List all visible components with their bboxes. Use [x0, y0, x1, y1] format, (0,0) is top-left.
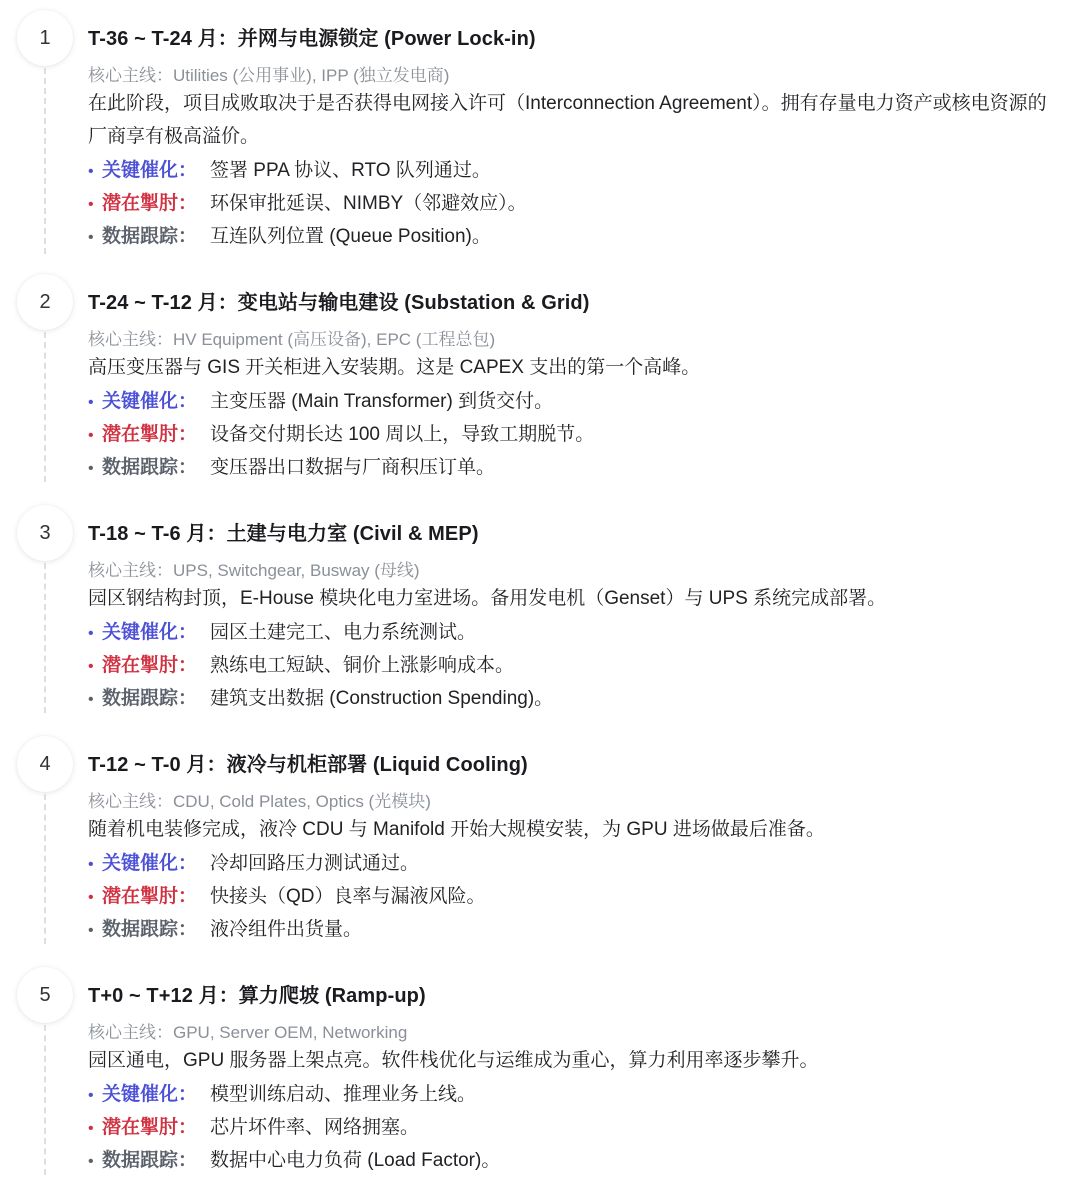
step-title: T+0 ~ T+12 月：算力爬坡 (Ramp-up): [88, 985, 426, 1007]
bullet-dot-icon: •: [88, 691, 94, 708]
step-description: 园区钢结构封顶，E-House 模块化电力室进场。备用发电机（Genset）与 UPS 系统完成部署。: [88, 588, 887, 609]
step-subtitle: [88, 787, 431, 812]
risk-text: 设备交付期长达 100 周以上，导致工期脱节。: [210, 424, 595, 445]
bullet-dot-icon: •: [88, 1153, 94, 1170]
subtitle-prefix: 核心主线：: [88, 66, 173, 85]
bullet-dot-icon: •: [88, 427, 94, 444]
tracking-bullet: [88, 451, 1063, 484]
catalyst-text: 园区土建完工、电力系统测试。: [210, 622, 477, 643]
tracking-label: 数据跟踪：: [102, 688, 198, 709]
tracking-text: 数据中心电力负荷 (Load Factor)。: [210, 1150, 501, 1171]
bullet-dot-icon: •: [88, 394, 94, 411]
timeline-connector: [44, 563, 46, 713]
catalyst-bullet: [88, 154, 1063, 187]
step-subtitle: [88, 61, 449, 86]
risk-bullet: [88, 418, 1063, 451]
bullet-dot-icon: •: [88, 625, 94, 642]
tracking-text: 变压器出口数据与厂商积压订单。: [210, 457, 496, 478]
bullet-dot-icon: •: [88, 229, 94, 246]
step-bullets: [88, 847, 1063, 946]
step-title: T-12 ~ T-0 月：液冷与机柜部署 (Liquid Cooling): [88, 754, 528, 776]
risk-bullet: [88, 880, 1063, 913]
bullet-dot-icon: •: [88, 196, 94, 213]
tracking-text: 建筑支出数据 (Construction Spending)。: [210, 688, 554, 709]
tracking-label: 数据跟踪：: [102, 919, 198, 940]
bullet-dot-icon: •: [88, 658, 94, 675]
tracking-bullet: [88, 682, 1063, 715]
subtitle-text: GPU, Server OEM, Networking: [173, 1023, 408, 1042]
step-subtitle: [88, 556, 420, 581]
risk-label: 潜在掣肘：: [102, 193, 198, 214]
risk-bullet: [88, 1111, 1063, 1144]
catalyst-label: 关键催化：: [102, 391, 198, 412]
tracking-bullet: [88, 913, 1063, 946]
timeline-connector: [44, 1025, 46, 1175]
catalyst-text: 模型训练启动、推理业务上线。: [210, 1084, 477, 1105]
step-title: T-24 ~ T-12 月：变电站与输电建设 (Substation & Grid): [88, 292, 590, 314]
step-number-badge: 4: [17, 736, 73, 792]
bullet-dot-icon: •: [88, 460, 94, 477]
tracking-text: 液冷组件出货量。: [210, 919, 363, 940]
catalyst-text: 主变压器 (Main Transformer) 到货交付。: [210, 391, 554, 412]
tracking-text: 互连队列位置 (Queue Position)。: [210, 226, 491, 247]
step-bullets: [88, 154, 1063, 253]
catalyst-label: 关键催化：: [102, 853, 198, 874]
tracking-bullet: [88, 1144, 1063, 1177]
risk-text: 快接头（QD）良率与漏液风险。: [210, 886, 486, 907]
tracking-label: 数据跟踪：: [102, 1150, 198, 1171]
bullet-dot-icon: •: [88, 889, 94, 906]
step-title: T-18 ~ T-6 月：土建与电力室 (Civil & MEP): [88, 523, 479, 545]
risk-label: 潜在掣肘：: [102, 655, 198, 676]
step-bullets: [88, 385, 1063, 484]
bullet-dot-icon: •: [88, 1120, 94, 1137]
timeline-connector: [44, 68, 46, 254]
catalyst-text: 签署 PPA 协议、RTO 队列通过。: [210, 160, 491, 181]
step-number-badge: 2: [17, 274, 73, 330]
subtitle-prefix: 核心主线：: [88, 792, 173, 811]
catalyst-label: 关键催化：: [102, 1084, 198, 1105]
risk-bullet: [88, 649, 1063, 682]
tracking-bullet: [88, 220, 1063, 253]
step-description: 随着机电装修完成，液冷 CDU 与 Manifold 开始大规模安装，为 GPU 进场做最后准备。: [88, 819, 825, 840]
subtitle-prefix: 核心主线：: [88, 561, 173, 580]
risk-text: 环保审批延误、NIMBY（邻避效应）。: [210, 193, 527, 214]
catalyst-text: 冷却回路压力测试通过。: [210, 853, 420, 874]
step-bullets: [88, 1078, 1063, 1177]
catalyst-bullet: [88, 385, 1063, 418]
tracking-label: 数据跟踪：: [102, 457, 198, 478]
bullet-dot-icon: •: [88, 856, 94, 873]
bullet-dot-icon: •: [88, 922, 94, 939]
tracking-label: 数据跟踪：: [102, 226, 198, 247]
step-subtitle: [88, 325, 495, 350]
step-number-badge: 1: [17, 10, 73, 66]
step-number-badge: 3: [17, 505, 73, 561]
risk-bullet: [88, 187, 1063, 220]
bullet-dot-icon: •: [88, 163, 94, 180]
step-description: 园区通电，GPU 服务器上架点亮。软件栈优化与运维成为重心，算力利用率逐步攀升。: [88, 1050, 819, 1071]
subtitle-text: HV Equipment (高压设备), EPC (工程总包): [173, 330, 496, 349]
step-bullets: [88, 616, 1063, 715]
risk-label: 潜在掣肘：: [102, 424, 198, 445]
risk-label: 潜在掣肘：: [102, 886, 198, 907]
step-number-badge: 5: [17, 967, 73, 1023]
step-title: T-36 ~ T-24 月：并网与电源锁定 (Power Lock-in): [88, 28, 536, 50]
catalyst-label: 关键催化：: [102, 160, 198, 181]
timeline-connector: [44, 794, 46, 944]
subtitle-text: UPS, Switchgear, Busway (母线): [173, 561, 420, 580]
step-description: 在此阶段，项目成败取决于是否获得电网接入许可（Interconnection Agreement）。拥有存量电力资产或核电资源的厂商享有极高溢价。: [88, 93, 1047, 147]
risk-text: 芯片坏件率、网络拥塞。: [210, 1117, 420, 1138]
catalyst-bullet: [88, 1078, 1063, 1111]
step-description: 高压变压器与 GIS 开关柜进入安装期。这是 CAPEX 支出的第一个高峰。: [88, 357, 701, 378]
catalyst-bullet: [88, 847, 1063, 880]
subtitle-prefix: 核心主线：: [88, 1023, 173, 1042]
subtitle-prefix: 核心主线：: [88, 330, 173, 349]
risk-text: 熟练电工短缺、铜价上涨影响成本。: [210, 655, 515, 676]
step-subtitle: [88, 1018, 407, 1043]
risk-label: 潜在掣肘：: [102, 1117, 198, 1138]
subtitle-text: CDU, Cold Plates, Optics (光模块): [173, 792, 431, 811]
catalyst-label: 关键催化：: [102, 622, 198, 643]
subtitle-text: Utilities (公用事业), IPP (独立发电商): [173, 66, 450, 85]
bullet-dot-icon: •: [88, 1087, 94, 1104]
catalyst-bullet: [88, 616, 1063, 649]
timeline-connector: [44, 332, 46, 482]
